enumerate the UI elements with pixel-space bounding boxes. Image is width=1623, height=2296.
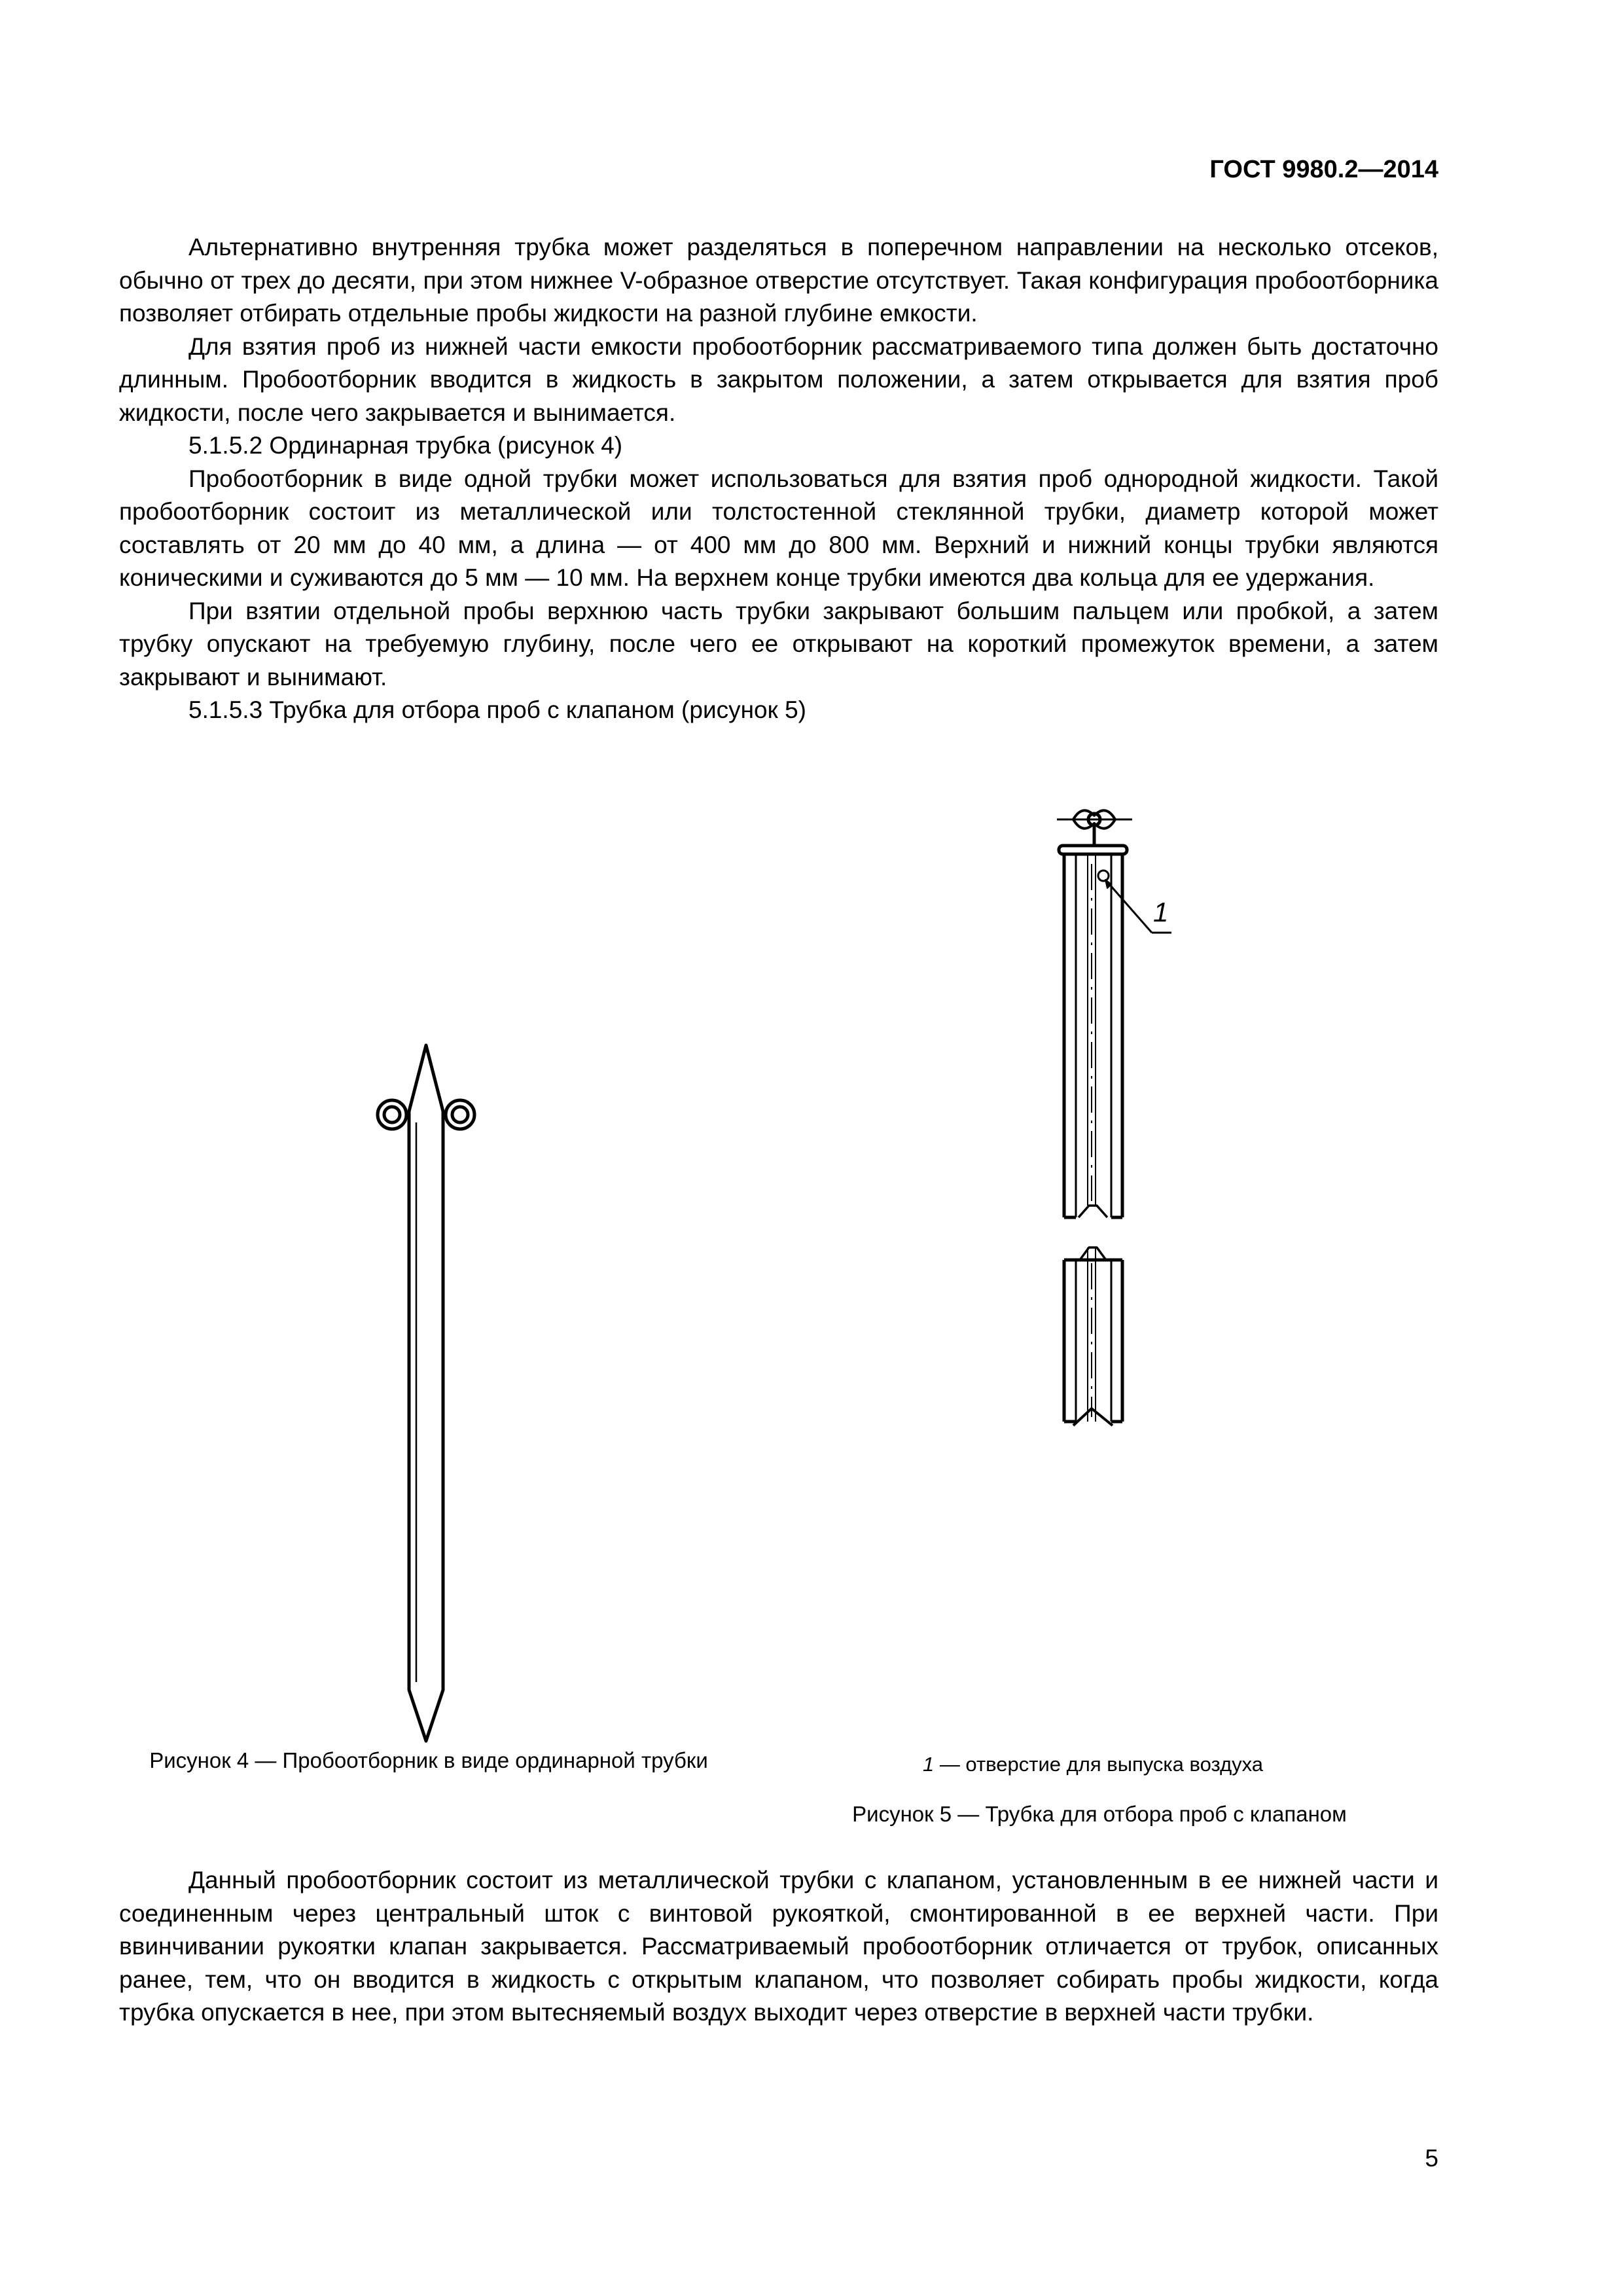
tube-cap: [1059, 846, 1127, 854]
lower-tube-section: [1064, 1247, 1122, 1426]
legend-text: — отверстие для выпуска воздуха: [934, 1753, 1264, 1776]
figure5-legend: [828, 1750, 1358, 1779]
paragraph: Данный пробоотборник состоит из металлической трубки с клапаном, установленным в ее нижней части и соединенным через центральный шток с винтовой рукояткой, смонтированной в ее верхней части. При ввинчивании рукоятки клапан закрывается. Рассматриваемый пробоотборник отличается от трубок, описанных ранее, тем, что он вводится в жидкость с открытым клапаном, что позволяет собирать пробы жидкости, когда трубка опускается в нее, при этом вытесняемый воздух выходит через отверстие в верхней части трубки.: [119, 1867, 1438, 2026]
tube-outline: [409, 1045, 443, 1741]
section-heading: 5.1.5.2 Ординарная трубка (рисунок 4): [188, 432, 623, 459]
document-header: ГОСТ 9980.2—2014: [1209, 156, 1438, 183]
right-ring: [443, 1100, 474, 1129]
figure4-caption: Рисунок 4 — Пробоотборник в виде ординарной трубки: [149, 1748, 708, 1772]
legend-number: 1: [922, 1753, 935, 1776]
page-number: 5: [1425, 2145, 1438, 2172]
paragraph: Пробоотборник в виде одной трубки может использоваться для взятия проб однородной жидкости. Такой пробоотборник состоит из металлической или толстостенной стеклянной трубки, диаметр которой может составлять от 20 мм до 40 мм, а длина — от 400 мм до 800 мм. Верхний и нижний концы трубки являются коническими и суживаются до 5 мм — 10 мм. На верхнем конце трубки имеются два кольца для ее удержания.: [119, 465, 1438, 591]
valve: [1073, 1408, 1113, 1426]
screw-handle: [1057, 810, 1132, 846]
paragraph: При взятии отдельной пробы верхнюю часть трубки закрывают большим пальцем или пробкой, а затем трубку опускают на требуемую глубину, после чего ее открывают на короткий промежуток времени, а затем закрывают и вынимают.: [119, 597, 1438, 691]
section-heading: 5.1.5.3 Трубка для отбора проб с клапаном (рисунок 5): [188, 696, 806, 723]
figure5-caption: Рисунок 5 — Трубка для отбора проб с клапаном: [852, 1802, 1347, 1826]
paragraph: Для взятия проб из нижней части емкости пробоотборник рассматриваемого типа должен быть достаточно длинным. Пробоотборник вводится в жидкость в закрытом положении, а затем открывается для взятия проб жидкости, после чего закрывается и вынимается.: [119, 332, 1438, 426]
callout-label: 1: [1153, 897, 1169, 927]
left-ring: [378, 1100, 409, 1129]
upper-tube-section: [1064, 854, 1122, 1217]
paragraph: Альтернативно внутренняя трубка может разделяться в поперечном направлении на несколько отсеков, обычно от трех до десяти, при этом нижнее V-образное отверстие отсутствует. Такая конфигурация пробоотборника позволяет отбирать отдельные пробы жидкости на разной глубине емкости.: [119, 234, 1438, 327]
figure4-drawing: [378, 1045, 474, 1741]
air-vent-hole: [1098, 870, 1109, 881]
bottom-text-block: [119, 1864, 1438, 2030]
